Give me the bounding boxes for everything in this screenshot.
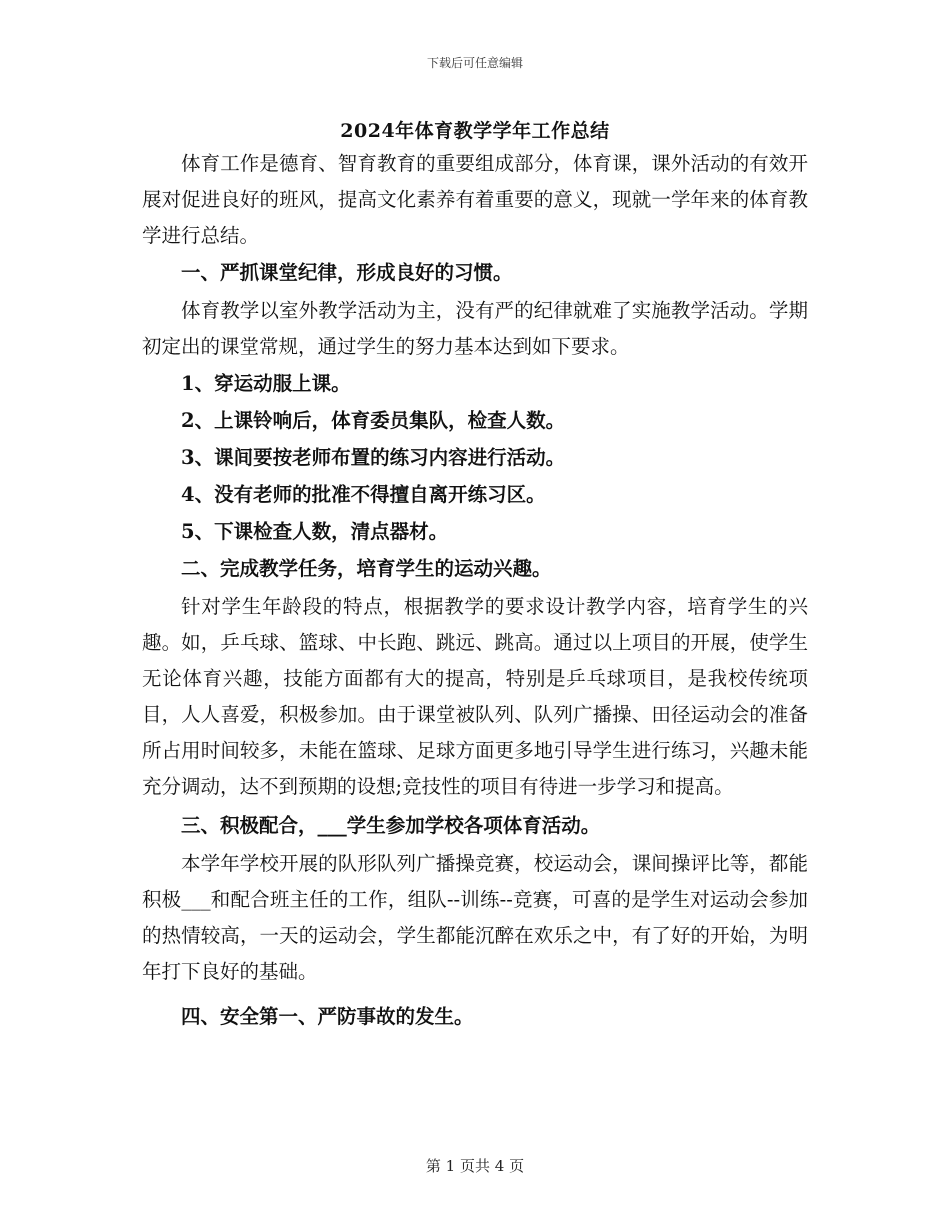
list-item: 3、课间要按老师布置的练习内容进行活动。 xyxy=(181,446,566,469)
section-3-paragraph: 本学年学校开展的队形队列广播操竞赛，校运动会，课间操评比等，都能积极___和配合班主任的工作，组队--训练--竞赛，可喜的是学生对运动会参加的热情较高，一天的运动会，学生都能沉醉在欢乐之中，有了好的开始，为明年打下良好的基础。 xyxy=(142,852,808,983)
section-1-heading: 一、严抓课堂纪律，形成良好的习惯。 xyxy=(181,261,513,284)
list-item: 5、下课检查人数，清点器材。 xyxy=(181,520,449,543)
page-header-note: 下载后可任意编辑 xyxy=(426,56,523,70)
intro-paragraph: 体育工作是德育、智育教育的重要组成部分，体育课，课外活动的有效开展对促进良好的班风，提高文化素养有着重要的意义，现就一学年来的体育教学进行总结。 xyxy=(142,152,808,247)
page-number: 第 1 页共 4 页 xyxy=(425,1157,525,1175)
section-2-heading: 二、完成教学任务，培育学生的运动兴趣。 xyxy=(181,557,552,580)
list-item: 1、穿运动服上课。 xyxy=(181,372,351,395)
section-2-paragraph: 针对学生年龄段的特点，根据教学的要求设计教学内容，培育学生的兴趣。如，乒乓球、篮球、中长跑、跳远、跳高。通过以上项目的开展，使学生无论体育兴趣，技能方面都有大的提高，特别是乒乓球项目，是我校传统项目，人人喜爱，积极参加。由于课堂被队列、队列广播操、田径运动会的准备所占用时间较多，未能在篮球、足球方面更多地引导学生进行练习，兴趣未能充分调动，达不到预期的设想;竞技性的项目有待进一步学习和提高。 xyxy=(142,595,808,798)
section-1-paragraph: 体育教学以室外教学活动为主，没有严的纪律就难了实施教学活动。学期初定出的课堂常规，通过学生的努力基本达到如下要求。 xyxy=(142,299,808,358)
document-body xyxy=(142,146,808,1035)
section-4-heading: 四、安全第一、严防事故的发生。 xyxy=(181,1005,474,1028)
list-item: 2、上课铃响后，体育委员集队，检查人数。 xyxy=(181,409,566,432)
section-3-heading: 三、积极配合，___学生参加学校各项体育活动。 xyxy=(181,814,601,837)
list-item: 4、没有老师的批准不得擅自离开练习区。 xyxy=(181,483,546,506)
document-title: 2024年体育教学学年工作总结 xyxy=(340,120,610,142)
